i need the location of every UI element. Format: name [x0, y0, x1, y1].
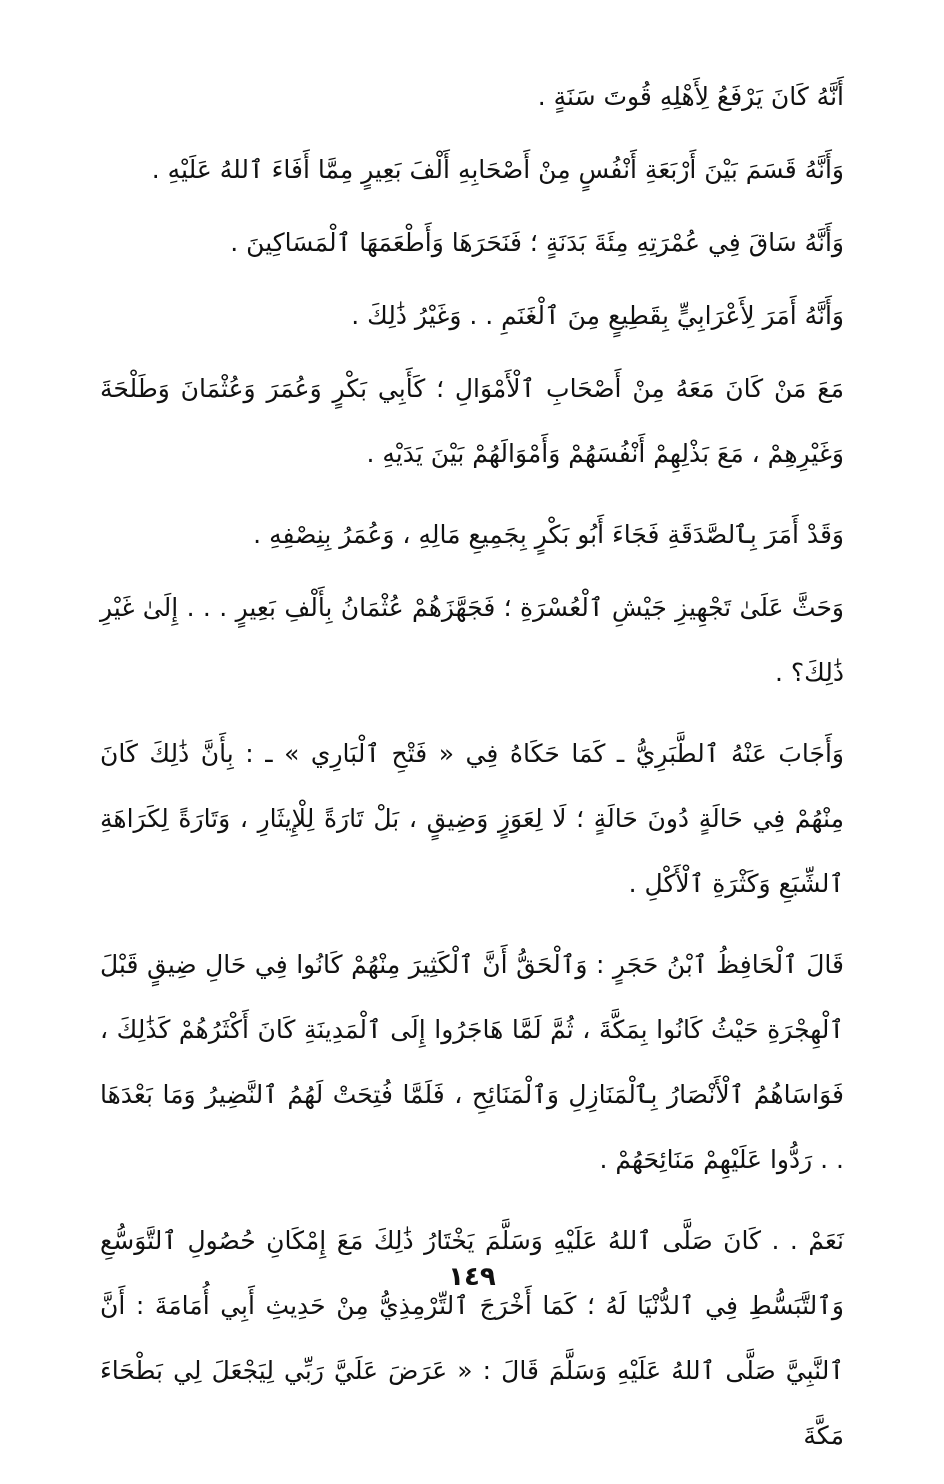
- page-number: ١٤٩: [448, 1262, 496, 1292]
- paragraph-10: نَعَمْ . . كَانَ صَلَّى ٱللهُ عَلَيْهِ وَسَلَّمَ يَخْتَارُ ذَٰلِكَ مَعَ إِمْكَانِ حُصُولِ ٱلتَّوَسُّعِ وَٱلتَّبَسُّطِ فِي ٱلدُّنْيَا لَهُ ؛ كَمَا أَخْرَجَ ٱلتِّرْمِذِيُّ مِنْ حَدِيثِ أَبِي أُمَامَةَ : أَنَّ ٱلنَّبِيَّ صَلَّى ٱللهُ عَلَيْهِ وَسَلَّمَ قَالَ : « عَرَضَ عَلَيَّ رَبِّي لِيَجْعَلَ لِي بَطْحَاءَ مَكَّةَ: [100, 1226, 844, 1450]
- paragraph-5: مَعَ مَنْ كَانَ مَعَهُ مِنْ أَصْحَابِ ٱلْأَمْوَالِ ؛ كَأَبِي بَكْرٍ وَعُمَرَ وَعُثْمَانَ وَطَلْحَةَ وَغَيْرِهِمْ ، مَعَ بَذْلِهِمْ أَنْفُسَهُمْ وَأَمْوَالَهُمْ بَيْنَ يَدَيْهِ .: [100, 374, 844, 468]
- paragraph-4: وَأَنَّهُ أَمَرَ لِأَعْرَابِيٍّ بِقَطِيعٍ مِنَ ٱلْغَنَمِ . . وَغَيْرُ ذَٰلِكَ .: [351, 301, 844, 330]
- paragraph-9: قَالَ ٱلْحَافِظُ ٱبْنُ حَجَرٍ : وَٱلْحَقُّ أَنَّ ٱلْكَثِيرَ مِنْهُمْ كَانُوا فِي حَالِ ضِيقٍ قَبْلَ ٱلْهِجْرَةِ حَيْثُ كَانُوا بِمَكَّةَ ، ثُمَّ لَمَّا هَاجَرُوا إِلَى ٱلْمَدِينَةِ كَانَ أَكْثَرُهُمْ كَذَٰلِكَ ، فَوَاسَاهُمُ ٱلْأَنْصَارُ بِٱلْمَنَازِلِ وَٱلْمَنَائِحِ ، فَلَمَّا فُتِحَتْ لَهُمُ ٱلنَّضِيرُ وَمَا بَعْدَهَا . . رَدُّوا عَلَيْهِمْ مَنَائِحَهُمْ .: [100, 950, 844, 1174]
- paragraph-3: وَأَنَّهُ سَاقَ فِي عُمْرَتِهِ مِئَةَ بَدَنَةٍ ؛ فَنَحَرَهَا وَأَطْعَمَهَا ٱلْمَسَاكِينَ .: [230, 228, 844, 257]
- paragraph-6: وَقَدْ أَمَرَ بِٱلصَّدَقَةِ فَجَاءَ أَبُو بَكْرٍ بِجَمِيعِ مَالِهِ ، وَعُمَرُ بِنِصْفِهِ .: [253, 520, 844, 549]
- paragraph-2: وَأَنَّهُ قَسَمَ بَيْنَ أَرْبَعَةِ أَنْفُسٍ مِنْ أَصْحَابِهِ أَلْفَ بَعِيرٍ مِمَّا أَفَاءَ ٱللهُ عَلَيْهِ .: [151, 155, 844, 184]
- paragraph-8: وَأَجَابَ عَنْهُ ٱلطَّبَرِيُّ ـ كَمَا حَكَاهُ فِي « فَتْحِ ٱلْبَارِي » ـ : بِأَنَّ ذَٰلِكَ كَانَ مِنْهُمْ فِي حَالَةٍ دُونَ حَالَةٍ ؛ لَا لِعَوَزٍ وَضِيقٍ ، بَلْ تَارَةً لِلْإِيثَارِ ، وَتَارَةً لِكَرَاهَةِ ٱلشِّبَعِ وَكَثْرَةِ ٱلْأَكْلِ .: [100, 739, 844, 898]
- paragraph-7: وَحَثَّ عَلَىٰ تَجْهِيزِ جَيْشِ ٱلْعُسْرَةِ ؛ فَجَهَّزَهُمْ عُثْمَانُ بِأَلْفِ بَعِيرٍ . . . إِلَىٰ غَيْرِ ذَٰلِكَ؟ .: [100, 593, 844, 687]
- paragraph-1: أَنَّهُ كَانَ يَرْفَعُ لِأَهْلِهِ قُوتَ سَنَةٍ .: [537, 82, 844, 111]
